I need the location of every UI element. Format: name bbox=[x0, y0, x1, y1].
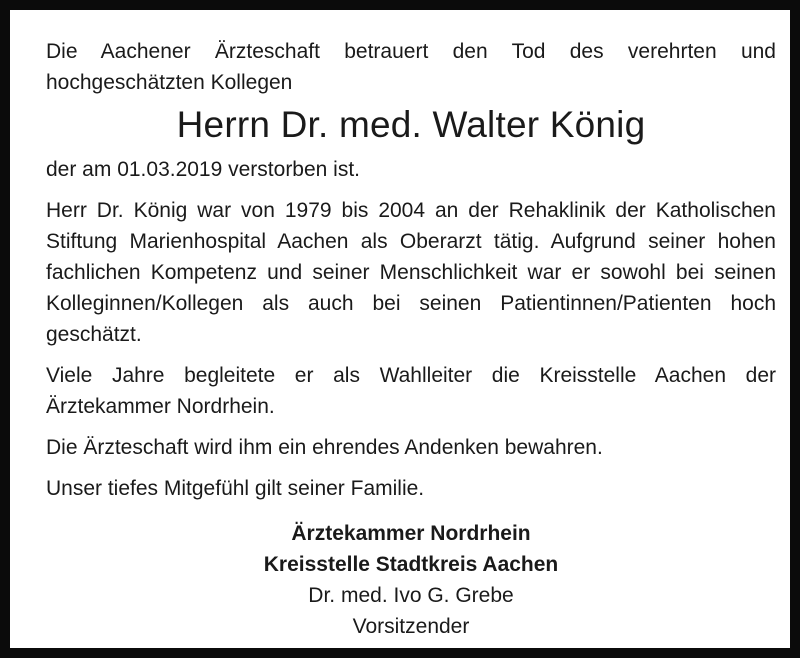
signature-signer: Dr. med. Ivo G. Grebe bbox=[308, 584, 514, 607]
andenken-text: Die Ärzteschaft wird ihm ein ehrendes Andenken bewahren. bbox=[46, 436, 603, 459]
death-date-text: der am 01.03.2019 verstorben ist. bbox=[46, 158, 361, 181]
biography-text: Herr Dr. König war von 1979 bis 2004 an der Rehaklinik der Katholischen Stiftung Marienhospital Aachen als Oberarzt tätig. Aufgrund seiner hohen fachlichen Kompetenz und seiner Menschlichkeit war er sowohl bei seinen Kolleginnen/Kollegen als auch bei seinen Patientinnen/Patienten hoch geschätzt. bbox=[46, 199, 776, 346]
signature-organization: Ärztekammer Nordrhein bbox=[291, 522, 531, 545]
signature-branch: Kreisstelle Stadtkreis Aachen bbox=[263, 553, 559, 576]
deceased-name: Herrn Dr. med. Walter König bbox=[176, 104, 646, 145]
signature-role: Vorsitzender bbox=[352, 615, 470, 638]
notice-content bbox=[46, 36, 776, 642]
signature-block bbox=[46, 518, 776, 642]
wahlleiter-text: Viele Jahre begleitete er als Wahlleiter die Kreisstelle Aachen der Ärztekammer Nordrhein. bbox=[46, 364, 776, 418]
condolence-text: Unser tiefes Mitgefühl gilt seiner Familie. bbox=[46, 477, 425, 500]
intro-text: Die Aachener Ärzteschaft betrauert den Tod des verehrten und hochgeschätzten Kollegen bbox=[46, 40, 776, 94]
